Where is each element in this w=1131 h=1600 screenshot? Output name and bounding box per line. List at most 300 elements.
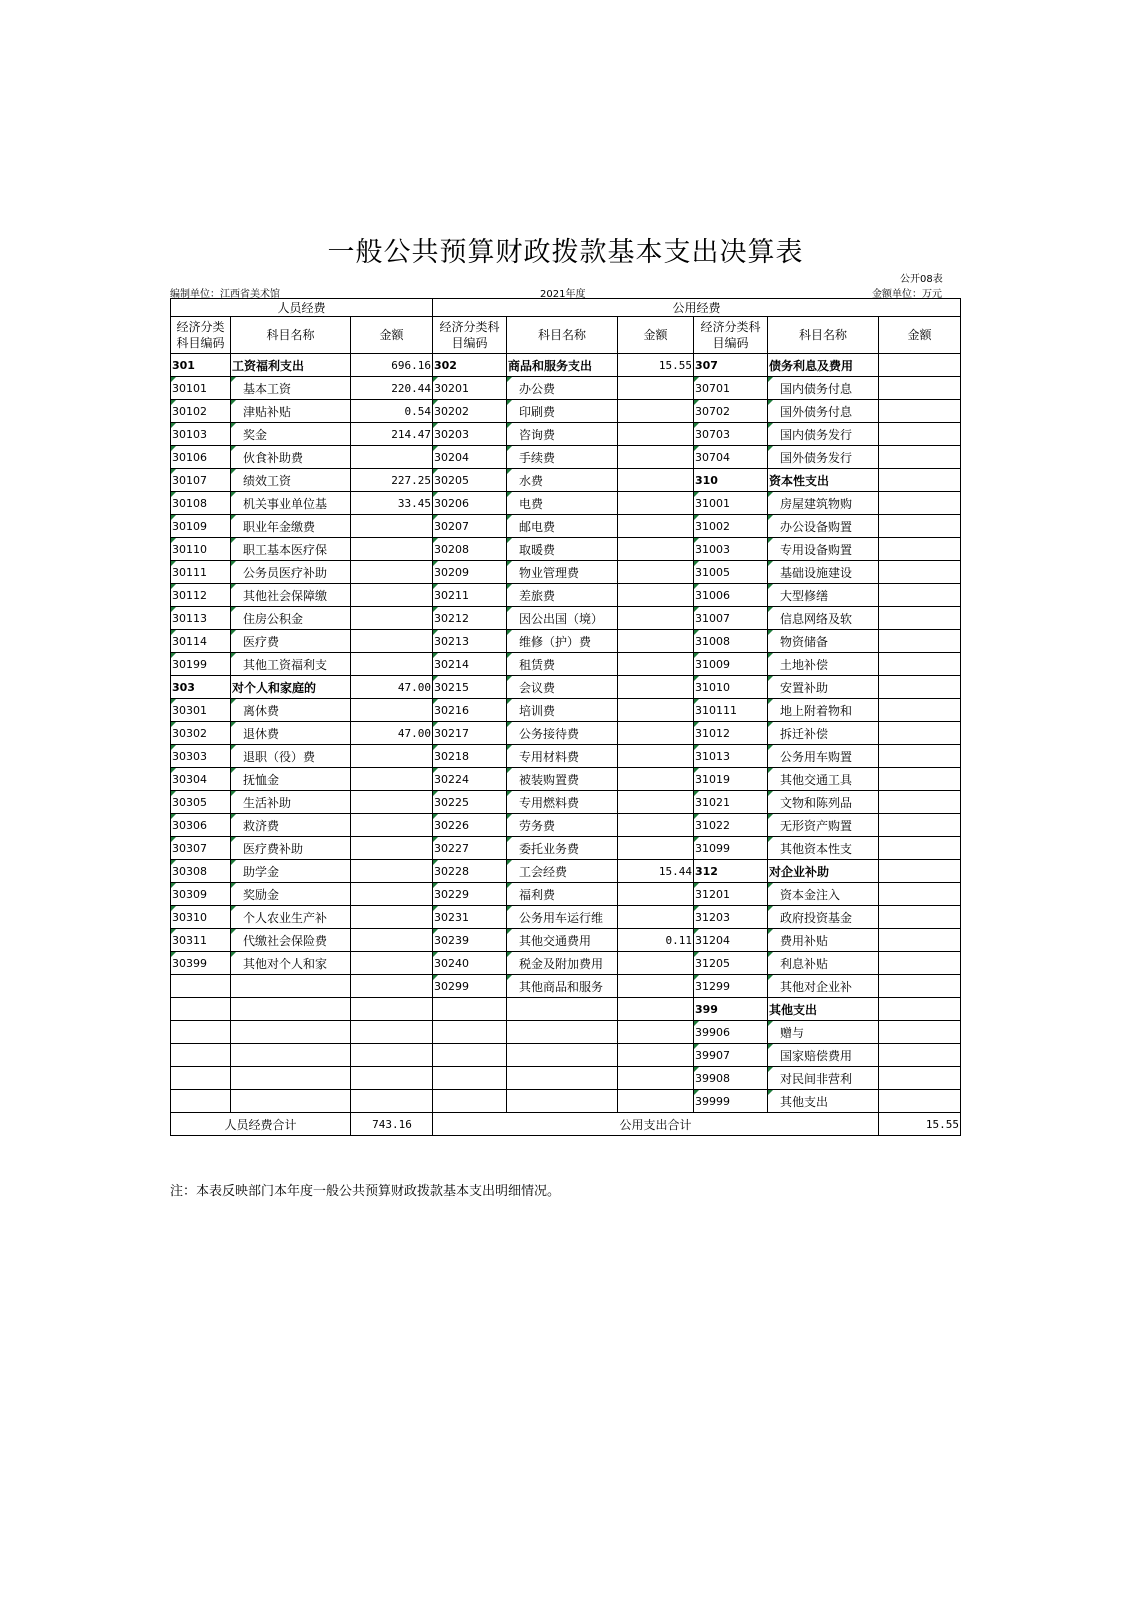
amount-cell bbox=[618, 699, 694, 722]
table-row bbox=[171, 538, 961, 561]
account-name: 其他交通费用 bbox=[507, 929, 618, 952]
amount-cell: 696.16 bbox=[351, 354, 433, 377]
amount-cell bbox=[618, 630, 694, 653]
account-code bbox=[171, 1090, 231, 1113]
amount-cell bbox=[351, 883, 433, 906]
amount-cell bbox=[618, 653, 694, 676]
account-code: 39908 bbox=[694, 1067, 768, 1090]
header-name: 科目名称 bbox=[768, 317, 879, 354]
account-code: 31001 bbox=[694, 492, 768, 515]
amount-cell bbox=[879, 446, 961, 469]
amount-cell bbox=[879, 469, 961, 492]
account-name: 因公出国（境） bbox=[507, 607, 618, 630]
account-name: 其他支出 bbox=[768, 998, 879, 1021]
amount-cell bbox=[618, 837, 694, 860]
amount-cell bbox=[618, 423, 694, 446]
account-code: 30204 bbox=[433, 446, 507, 469]
account-name: 其他社会保障缴 bbox=[231, 584, 351, 607]
account-code: 30217 bbox=[433, 722, 507, 745]
amount-cell bbox=[879, 423, 961, 446]
account-name: 退职（役）费 bbox=[231, 745, 351, 768]
amount-cell bbox=[618, 538, 694, 561]
account-name: 离休费 bbox=[231, 699, 351, 722]
account-code: 307 bbox=[694, 354, 768, 377]
account-code: 30218 bbox=[433, 745, 507, 768]
account-name: 个人农业生产补 bbox=[231, 906, 351, 929]
account-code: 31008 bbox=[694, 630, 768, 653]
header-amount: 金额 bbox=[351, 317, 433, 354]
account-name: 代缴社会保险费 bbox=[231, 929, 351, 952]
amount-cell: 33.45 bbox=[351, 492, 433, 515]
account-name: 电费 bbox=[507, 492, 618, 515]
account-code: 30702 bbox=[694, 400, 768, 423]
amount-cell bbox=[879, 584, 961, 607]
account-code: 30209 bbox=[433, 561, 507, 584]
account-code: 30101 bbox=[171, 377, 231, 400]
account-code: 30113 bbox=[171, 607, 231, 630]
amount-cell bbox=[879, 722, 961, 745]
section-public: 公用经费 bbox=[433, 299, 961, 317]
account-name: 国家赔偿费用 bbox=[768, 1044, 879, 1067]
account-name: 其他商品和服务 bbox=[507, 975, 618, 998]
amount-cell bbox=[618, 952, 694, 975]
account-code: 30229 bbox=[433, 883, 507, 906]
account-name bbox=[507, 1021, 618, 1044]
account-name: 基础设施建设 bbox=[768, 561, 879, 584]
account-code: 312 bbox=[694, 860, 768, 883]
amount-cell bbox=[351, 584, 433, 607]
amount-cell bbox=[351, 998, 433, 1021]
account-code: 39999 bbox=[694, 1090, 768, 1113]
account-name: 取暖费 bbox=[507, 538, 618, 561]
account-code: 30206 bbox=[433, 492, 507, 515]
account-code: 30301 bbox=[171, 699, 231, 722]
account-name: 政府投资基金 bbox=[768, 906, 879, 929]
amount-cell bbox=[351, 975, 433, 998]
account-name: 印刷费 bbox=[507, 400, 618, 423]
form-number: 公开08表 bbox=[900, 274, 943, 285]
account-code: 30239 bbox=[433, 929, 507, 952]
amount-cell bbox=[618, 469, 694, 492]
account-code: 30216 bbox=[433, 699, 507, 722]
personnel-total-value: 743.16 bbox=[351, 1113, 433, 1136]
account-code: 31021 bbox=[694, 791, 768, 814]
account-name bbox=[231, 998, 351, 1021]
account-code: 310 bbox=[694, 469, 768, 492]
amount-cell bbox=[351, 653, 433, 676]
amount-cell bbox=[351, 837, 433, 860]
table-row bbox=[171, 699, 961, 722]
account-code: 302 bbox=[433, 354, 507, 377]
currency-label: 金额单位：万元 bbox=[872, 289, 942, 300]
account-code: 30214 bbox=[433, 653, 507, 676]
expenditure-table bbox=[170, 298, 961, 1136]
table-row bbox=[171, 676, 961, 699]
account-code: 31022 bbox=[694, 814, 768, 837]
account-code: 31006 bbox=[694, 584, 768, 607]
amount-cell bbox=[618, 1044, 694, 1067]
account-name: 奖金 bbox=[231, 423, 351, 446]
table-row bbox=[171, 998, 961, 1021]
account-code bbox=[171, 998, 231, 1021]
account-name: 大型修缮 bbox=[768, 584, 879, 607]
account-code: 31010 bbox=[694, 676, 768, 699]
header-code: 经济分类科目编码 bbox=[171, 317, 231, 354]
amount-cell bbox=[618, 446, 694, 469]
account-name: 对民间非营利 bbox=[768, 1067, 879, 1090]
account-name bbox=[231, 1090, 351, 1113]
table-row bbox=[171, 1021, 961, 1044]
account-code bbox=[433, 1090, 507, 1113]
amount-cell bbox=[351, 929, 433, 952]
account-code: 30226 bbox=[433, 814, 507, 837]
public-total-label: 公用支出合计 bbox=[433, 1113, 879, 1136]
account-name: 费用补贴 bbox=[768, 929, 879, 952]
account-code: 30240 bbox=[433, 952, 507, 975]
account-name: 信息网络及软 bbox=[768, 607, 879, 630]
account-name: 委托业务费 bbox=[507, 837, 618, 860]
account-name: 物资储备 bbox=[768, 630, 879, 653]
account-code: 30112 bbox=[171, 584, 231, 607]
account-code: 30308 bbox=[171, 860, 231, 883]
account-name: 其他对个人和家 bbox=[231, 952, 351, 975]
table-row bbox=[171, 354, 961, 377]
account-name: 物业管理费 bbox=[507, 561, 618, 584]
account-code: 30114 bbox=[171, 630, 231, 653]
account-name: 工资福利支出 bbox=[231, 354, 351, 377]
account-code: 30303 bbox=[171, 745, 231, 768]
amount-cell bbox=[351, 561, 433, 584]
table-row bbox=[171, 837, 961, 860]
personnel-total-label: 人员经费合计 bbox=[171, 1113, 351, 1136]
account-name: 手续费 bbox=[507, 446, 618, 469]
table-row bbox=[171, 791, 961, 814]
account-code: 31007 bbox=[694, 607, 768, 630]
account-code: 30103 bbox=[171, 423, 231, 446]
account-name: 其他对企业补 bbox=[768, 975, 879, 998]
account-code: 30305 bbox=[171, 791, 231, 814]
amount-cell bbox=[618, 975, 694, 998]
account-name: 拆迁补偿 bbox=[768, 722, 879, 745]
amount-cell bbox=[351, 446, 433, 469]
account-code: 30110 bbox=[171, 538, 231, 561]
account-code: 30399 bbox=[171, 952, 231, 975]
amount-cell bbox=[879, 492, 961, 515]
amount-cell bbox=[879, 906, 961, 929]
account-code: 31013 bbox=[694, 745, 768, 768]
account-name: 救济费 bbox=[231, 814, 351, 837]
table-row bbox=[171, 400, 961, 423]
account-name: 维修（护）费 bbox=[507, 630, 618, 653]
amount-cell bbox=[879, 538, 961, 561]
amount-cell bbox=[879, 676, 961, 699]
account-name: 退休费 bbox=[231, 722, 351, 745]
amount-cell bbox=[879, 699, 961, 722]
amount-cell bbox=[618, 998, 694, 1021]
account-code: 30205 bbox=[433, 469, 507, 492]
amount-cell bbox=[351, 1067, 433, 1090]
account-name: 专用材料费 bbox=[507, 745, 618, 768]
amount-cell: 15.55 bbox=[618, 354, 694, 377]
amount-cell bbox=[351, 1044, 433, 1067]
amount-cell bbox=[618, 400, 694, 423]
table-row bbox=[171, 423, 961, 446]
amount-cell bbox=[879, 745, 961, 768]
account-code: 399 bbox=[694, 998, 768, 1021]
amount-cell bbox=[879, 768, 961, 791]
account-code: 30111 bbox=[171, 561, 231, 584]
account-name: 国外债务发行 bbox=[768, 446, 879, 469]
account-name: 债务利息及费用 bbox=[768, 354, 879, 377]
account-name: 资本金注入 bbox=[768, 883, 879, 906]
amount-cell bbox=[879, 952, 961, 975]
header-name: 科目名称 bbox=[507, 317, 618, 354]
amount-cell bbox=[879, 653, 961, 676]
header-amount: 金额 bbox=[879, 317, 961, 354]
account-name: 其他资本性支 bbox=[768, 837, 879, 860]
account-code: 30228 bbox=[433, 860, 507, 883]
account-code bbox=[433, 1021, 507, 1044]
amount-cell bbox=[618, 676, 694, 699]
amount-cell bbox=[618, 1067, 694, 1090]
account-code: 30202 bbox=[433, 400, 507, 423]
account-code: 31012 bbox=[694, 722, 768, 745]
account-name: 医疗费 bbox=[231, 630, 351, 653]
account-code: 30310 bbox=[171, 906, 231, 929]
account-name bbox=[507, 1090, 618, 1113]
table-row bbox=[171, 929, 961, 952]
account-code: 301 bbox=[171, 354, 231, 377]
amount-cell bbox=[618, 1090, 694, 1113]
account-name: 机关事业单位基 bbox=[231, 492, 351, 515]
account-name: 公务接待费 bbox=[507, 722, 618, 745]
account-name: 差旅费 bbox=[507, 584, 618, 607]
table-row bbox=[171, 515, 961, 538]
amount-cell: 47.00 bbox=[351, 676, 433, 699]
account-code: 30311 bbox=[171, 929, 231, 952]
table-row bbox=[171, 1044, 961, 1067]
account-name: 专用设备购置 bbox=[768, 538, 879, 561]
account-code: 31009 bbox=[694, 653, 768, 676]
amount-cell: 220.44 bbox=[351, 377, 433, 400]
table-row bbox=[171, 1067, 961, 1090]
amount-cell bbox=[879, 791, 961, 814]
amount-cell bbox=[879, 1021, 961, 1044]
account-code bbox=[433, 1067, 507, 1090]
account-name bbox=[507, 998, 618, 1021]
account-name bbox=[507, 1044, 618, 1067]
account-name bbox=[231, 1044, 351, 1067]
amount-cell bbox=[879, 400, 961, 423]
account-code: 30199 bbox=[171, 653, 231, 676]
account-name: 助学金 bbox=[231, 860, 351, 883]
amount-cell bbox=[879, 607, 961, 630]
account-name: 工会经费 bbox=[507, 860, 618, 883]
account-code: 30224 bbox=[433, 768, 507, 791]
account-code: 30207 bbox=[433, 515, 507, 538]
amount-cell bbox=[351, 791, 433, 814]
account-code: 30203 bbox=[433, 423, 507, 446]
table-row bbox=[171, 722, 961, 745]
account-name: 公务员医疗补助 bbox=[231, 561, 351, 584]
account-name: 国内债务发行 bbox=[768, 423, 879, 446]
account-name: 津贴补贴 bbox=[231, 400, 351, 423]
account-name: 被装购置费 bbox=[507, 768, 618, 791]
amount-cell bbox=[351, 745, 433, 768]
account-name: 国外债务付息 bbox=[768, 400, 879, 423]
amount-cell bbox=[879, 1067, 961, 1090]
account-name: 基本工资 bbox=[231, 377, 351, 400]
account-name: 公务用车运行维 bbox=[507, 906, 618, 929]
amount-cell bbox=[879, 1044, 961, 1067]
account-name: 商品和服务支出 bbox=[507, 354, 618, 377]
account-code: 30306 bbox=[171, 814, 231, 837]
account-code: 39906 bbox=[694, 1021, 768, 1044]
amount-cell bbox=[351, 768, 433, 791]
account-code: 30701 bbox=[694, 377, 768, 400]
account-name: 其他交通工具 bbox=[768, 768, 879, 791]
amount-cell bbox=[351, 814, 433, 837]
amount-cell bbox=[351, 515, 433, 538]
account-code: 30704 bbox=[694, 446, 768, 469]
account-name: 专用燃料费 bbox=[507, 791, 618, 814]
account-code: 30703 bbox=[694, 423, 768, 446]
account-name bbox=[231, 1067, 351, 1090]
account-name: 其他支出 bbox=[768, 1090, 879, 1113]
account-code: 30208 bbox=[433, 538, 507, 561]
table-row bbox=[171, 377, 961, 400]
amount-cell bbox=[879, 929, 961, 952]
account-name: 利息补贴 bbox=[768, 952, 879, 975]
account-name: 伙食补助费 bbox=[231, 446, 351, 469]
account-code: 31019 bbox=[694, 768, 768, 791]
header-amount: 金额 bbox=[618, 317, 694, 354]
table-row bbox=[171, 492, 961, 515]
account-name: 安置补助 bbox=[768, 676, 879, 699]
amount-cell bbox=[351, 607, 433, 630]
account-code: 30212 bbox=[433, 607, 507, 630]
table-row bbox=[171, 906, 961, 929]
table-row bbox=[171, 607, 961, 630]
account-name: 会议费 bbox=[507, 676, 618, 699]
account-code: 31203 bbox=[694, 906, 768, 929]
amount-cell bbox=[879, 975, 961, 998]
amount-cell: 15.44 bbox=[618, 860, 694, 883]
account-name: 劳务费 bbox=[507, 814, 618, 837]
account-name: 租赁费 bbox=[507, 653, 618, 676]
account-name: 赠与 bbox=[768, 1021, 879, 1044]
account-name: 办公设备购置 bbox=[768, 515, 879, 538]
account-code bbox=[433, 998, 507, 1021]
amount-cell bbox=[879, 515, 961, 538]
amount-cell bbox=[351, 952, 433, 975]
account-name: 土地补偿 bbox=[768, 653, 879, 676]
table-row bbox=[171, 745, 961, 768]
year-label: 2021年度 bbox=[540, 289, 586, 300]
account-code: 30215 bbox=[433, 676, 507, 699]
header-code: 经济分类科目编码 bbox=[433, 317, 507, 354]
account-name: 水费 bbox=[507, 469, 618, 492]
amount-cell bbox=[351, 699, 433, 722]
account-code: 31299 bbox=[694, 975, 768, 998]
page-title: 一般公共预算财政拨款基本支出决算表 bbox=[327, 237, 804, 268]
account-code: 30227 bbox=[433, 837, 507, 860]
account-name bbox=[231, 1021, 351, 1044]
footnote: 注：本表反映部门本年度一般公共预算财政拨款基本支出明细情况。 bbox=[170, 1184, 561, 1199]
table-row bbox=[171, 446, 961, 469]
table-row bbox=[171, 860, 961, 883]
amount-cell bbox=[879, 630, 961, 653]
account-name: 房屋建筑物购 bbox=[768, 492, 879, 515]
amount-cell bbox=[618, 584, 694, 607]
amount-cell bbox=[879, 354, 961, 377]
account-code: 310111 bbox=[694, 699, 768, 722]
amount-cell bbox=[351, 1021, 433, 1044]
amount-cell bbox=[618, 883, 694, 906]
account-name: 奖励金 bbox=[231, 883, 351, 906]
amount-cell bbox=[351, 906, 433, 929]
table-row bbox=[171, 584, 961, 607]
account-code: 31003 bbox=[694, 538, 768, 561]
account-code: 31002 bbox=[694, 515, 768, 538]
amount-cell bbox=[879, 814, 961, 837]
table-row bbox=[171, 952, 961, 975]
account-code: 30309 bbox=[171, 883, 231, 906]
amount-cell: 0.54 bbox=[351, 400, 433, 423]
account-name: 培训费 bbox=[507, 699, 618, 722]
account-name: 办公费 bbox=[507, 377, 618, 400]
amount-cell bbox=[351, 1090, 433, 1113]
account-name: 咨询费 bbox=[507, 423, 618, 446]
amount-cell bbox=[879, 998, 961, 1021]
account-name: 国内债务付息 bbox=[768, 377, 879, 400]
amount-cell bbox=[618, 377, 694, 400]
account-code: 30213 bbox=[433, 630, 507, 653]
amount-cell bbox=[618, 906, 694, 929]
amount-cell bbox=[618, 1021, 694, 1044]
account-code: 30106 bbox=[171, 446, 231, 469]
account-code: 30302 bbox=[171, 722, 231, 745]
amount-cell bbox=[351, 630, 433, 653]
amount-cell: 214.47 bbox=[351, 423, 433, 446]
account-name bbox=[231, 975, 351, 998]
public-total-value: 15.55 bbox=[879, 1113, 961, 1136]
table-row bbox=[171, 768, 961, 791]
amount-cell bbox=[879, 561, 961, 584]
account-code: 31201 bbox=[694, 883, 768, 906]
account-code: 303 bbox=[171, 676, 231, 699]
account-name: 福利费 bbox=[507, 883, 618, 906]
account-code bbox=[171, 1044, 231, 1067]
account-name bbox=[507, 1067, 618, 1090]
amount-cell bbox=[618, 561, 694, 584]
account-name: 生活补助 bbox=[231, 791, 351, 814]
account-code bbox=[171, 1067, 231, 1090]
account-code: 30107 bbox=[171, 469, 231, 492]
amount-cell bbox=[879, 837, 961, 860]
amount-cell bbox=[879, 1090, 961, 1113]
account-name: 地上附着物和 bbox=[768, 699, 879, 722]
amount-cell: 0.11 bbox=[618, 929, 694, 952]
amount-cell: 227.25 bbox=[351, 469, 433, 492]
amount-cell bbox=[618, 515, 694, 538]
account-code: 30307 bbox=[171, 837, 231, 860]
account-code: 31204 bbox=[694, 929, 768, 952]
amount-cell bbox=[618, 607, 694, 630]
account-code: 31005 bbox=[694, 561, 768, 584]
account-code: 31205 bbox=[694, 952, 768, 975]
table-row bbox=[171, 814, 961, 837]
